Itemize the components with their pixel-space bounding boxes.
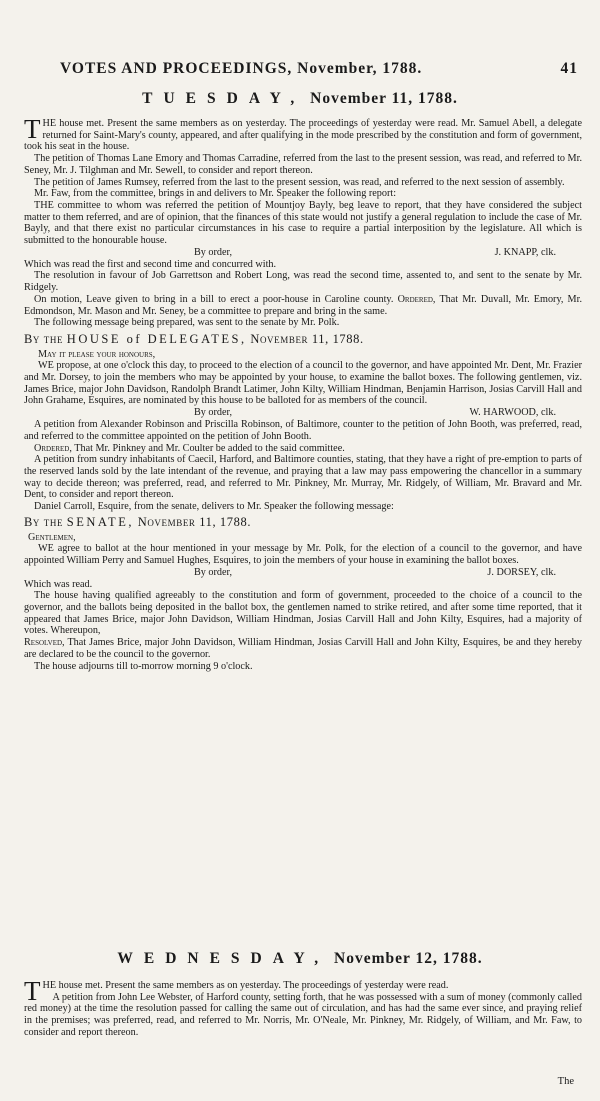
paragraph: Which was read. — [24, 578, 93, 590]
page-number: 41 — [560, 60, 578, 77]
ordered-label: Ordered, — [397, 293, 436, 305]
drop-cap: T — [24, 114, 41, 144]
day-heading-tuesday — [0, 90, 600, 108]
resolved-label: Resolved, — [24, 637, 65, 649]
paragraph: A petition from Alexander Robinson and Priscilla Robinson, of Baltimore, counter to the petition of John Booth, was preferred, read, and referred to the committee appointed on the petition of John Booth. — [24, 419, 582, 442]
drop-cap: T — [24, 976, 41, 1006]
running-title: VOTES AND PROCEEDINGS, November, 1788. — [60, 60, 423, 77]
paragraph: Which was read the first and second time and concurred with. — [24, 258, 277, 270]
paragraph: Ordered, That Mr. Pinkney and Mr. Coulter be added to the said committee. — [34, 442, 345, 454]
paragraph: The following message being prepared, was sent to the senate by Mr. Polk. — [34, 317, 340, 329]
day-date: November 12, 1788. — [334, 950, 483, 967]
paragraph: The resolution in favour of Job Garrettson and Robert Long, was read the second time, assented to, and sent to the senate by Mr. Ridgely. — [24, 270, 582, 294]
signature: J. KNAPP, clk. — [494, 246, 556, 258]
paragraph: On motion, Leave given to bring in a bill to erect a poor-house in Caroline county. Ordered, That Mr. Duvall, Mr. Emory, Mr. Edmondson, Mr. Mason and Mr. Seney, be a committee to prepare and bring in the same. — [24, 293, 582, 317]
paragraph: The petition of James Rumsey, referred from the last to the present session, was read, and referred to the next session of assembly. — [34, 176, 565, 188]
paragraph: A petition from John Lee Webster, of Harford county, setting forth, that he was possessed with a sum of money (commonly called red money) at the time the resolution passed for calling the same out of circulation, and has had the same ever since, and praying relief in the premises; was preferred, read, and referred to Mr. Norris, Mr. O'Neale, Mr. Pinkney, Mr. Ridgely, of William, and Mr. Faw, to consider and report thereon. — [24, 991, 582, 1038]
day-heading-wednesday — [0, 950, 600, 968]
message-body: WE agree to ballot at the hour mentioned in your message by Mr. Polk, for the election of a council to the governor, and have appointed William Perry and Samuel Hughes, Esquires, to join the members of your house in examining the ballot boxes. — [24, 543, 582, 566]
salutation: May it please your honours, — [38, 348, 156, 360]
paragraph: THE house met. Present the same members as on yesterday. The proceedings of yesterday were read. — [24, 976, 449, 1006]
salutation: Gentlemen, — [28, 531, 76, 543]
paragraph: The house having qualified agreeably to the constitution and form of government, proceeded to the choice of a council to the governor, and the ballots being deposited in the ballot box, the gentlemen named to strike retired, and after some time reported, that it appeared that James Brice, major John Davidson, William Hindman, Josias Carvill Hall and John Kilty, Esquires, had a majority of votes. Whereupon, — [24, 590, 582, 637]
day-name: TUESDAY, — [142, 90, 306, 107]
message-body: WE propose, at one o'clock this day, to proceed to the election of a council to the governor, and have appointed Mr. Dent, Mr. Frazier and Mr. Dorsey, to join the members who may be appointed by your house, to examine the ballot boxes. The following gentlemen, viz. James Brice, major John Davidson, Randolph Brandt Latimer, John Kilty, William Hindman, Benjamin Harrison, Josias Carvill Hall and John Grahame, Esquires, are nominated by this house to be balloted for as members of the council. — [24, 360, 582, 407]
tuesday-proceedings — [24, 114, 582, 672]
signature-line: By order, J. DORSEY, clk. — [194, 566, 556, 578]
message-heading-house: By the HOUSE of DELEGATES, November 11, 1788. — [24, 331, 364, 346]
committee-report: THE committee to whom was referred the petition of Mountjoy Bayly, beg leave to report, that they have considered the subject matter to them referred, and are of opinion, that the finances of this state would not justify a general regulation to include the case of Mr. Bayly, and that there exist no particular circumstances in his case to require a partial interposition by the legislature. All which is submitted to the honourable house. — [24, 199, 582, 247]
paragraph: The house adjourns till to-morrow morning 9 o'clock. — [34, 660, 253, 672]
signature-line: By order, W. HARWOOD, clk. — [194, 407, 556, 419]
paragraph: The petition of Thomas Lane Emory and Thomas Carradine, referred from the last to the present session, was read, and referred to Mr. Seney, Mr. J. Tilghman and Mr. Sewell, to consider and report thereon. — [24, 153, 582, 176]
catchword: The — [557, 1076, 574, 1087]
paragraph: Resolved, That James Brice, major John Davidson, William Hindman, Josias Carvill Hall and John Kilty, Esquires, be and they hereby are declared to be the council to the governor. — [24, 637, 582, 660]
day-date: November 11, 1788. — [310, 90, 458, 107]
paragraph: A petition from sundry inhabitants of Caecil, Harford, and Baltimore counties, stating, that they have a right of pre-emption to parts of the reserved lands sold by the late intendant of the revenue, and praying that a law may pass empowering the chancellor in a summary way to decide thereon; was preferred, read, and referred to Mr. Pinkney, Mr. Murray, Mr. Ridgely, of William, Mr. Bravard and Mr. Dent, to consider and report thereon. — [24, 454, 582, 501]
signature-line: By order, J. KNAPP, clk. — [194, 246, 556, 258]
day-name: WEDNESDAY, — [117, 950, 330, 967]
signature: W. HARWOOD, clk. — [469, 407, 556, 419]
signature: J. DORSEY, clk. — [487, 566, 556, 578]
paragraph: THE house met. Present the same members as on yesterday. The proceedings of yesterday were read. Mr. Samuel Abell, a delegate returned for Saint-Mary's county, appeared, and after qualifying in the mode prescribed by the constitution and form of government, took his seat in the house. — [24, 114, 582, 153]
ordered-label: Ordered, — [34, 442, 72, 454]
paragraph: Mr. Faw, from the committee, brings in and delivers to Mr. Speaker the following report: — [34, 188, 397, 200]
paragraph: Daniel Carroll, Esquire, from the senate, delivers to Mr. Speaker the following message: — [34, 501, 394, 513]
wednesday-proceedings — [24, 976, 582, 1039]
message-heading-senate: By the SENATE, November 11, 1788. — [24, 514, 252, 529]
